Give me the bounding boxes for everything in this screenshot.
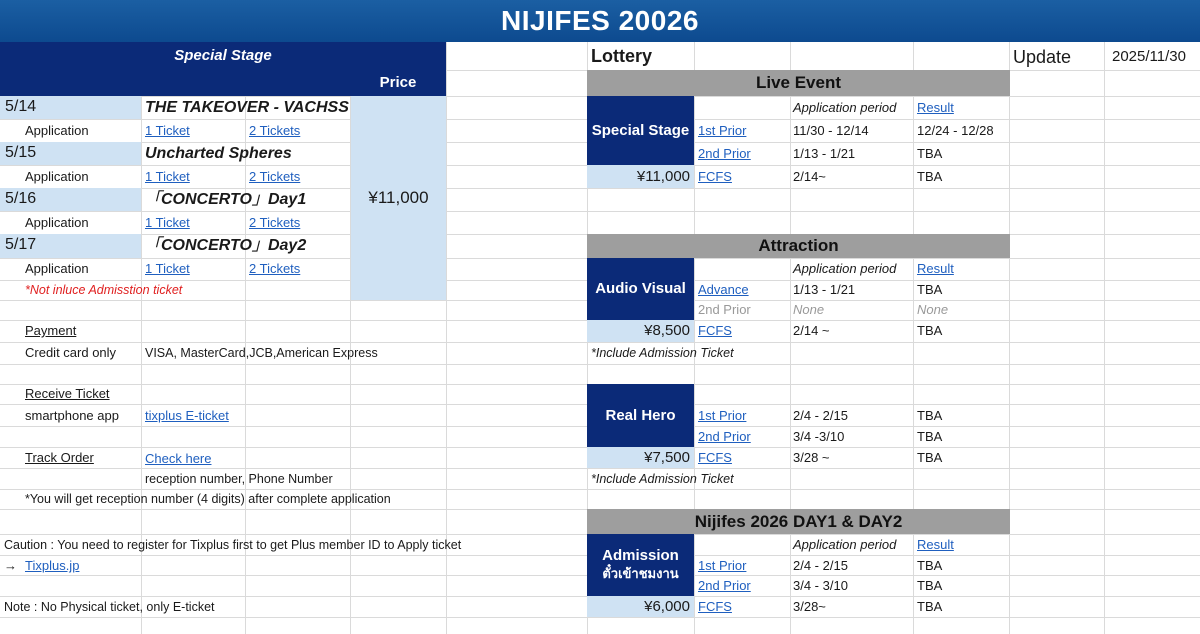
- tixplus-eticket-link[interactable]: tixplus E-ticket: [145, 408, 229, 423]
- fcfs-link[interactable]: FCFS: [698, 450, 732, 465]
- check-here-link[interactable]: Check here: [145, 451, 212, 466]
- period-value: 3/28~: [793, 599, 826, 614]
- result-value: TBA: [917, 323, 943, 338]
- track-order-label: Track Order: [25, 450, 94, 465]
- header-spacer: [0, 70, 350, 96]
- event-name: Uncharted Spheres: [145, 145, 292, 162]
- first-prior-link[interactable]: 1st Prior: [698, 558, 747, 573]
- event-name: 「CONCERTO」Day2: [145, 237, 307, 254]
- special-stage-price: ¥11,000: [587, 165, 694, 188]
- period-value: 3/4 -3/10: [793, 429, 845, 444]
- period-value: None: [793, 302, 825, 317]
- period-value: 3/4 - 3/10: [793, 578, 848, 593]
- tixplus-link[interactable]: Tixplus.jp: [25, 558, 80, 573]
- result-value: TBA: [917, 146, 943, 161]
- stage-price: ¥11,000: [351, 96, 446, 300]
- two-tickets-link[interactable]: 2 Tickets: [249, 215, 301, 230]
- lottery-label: Lottery: [591, 46, 653, 66]
- period-value: 11/30 - 12/14: [793, 123, 869, 138]
- admission-price: ¥6,000: [587, 596, 694, 617]
- result-value: TBA: [917, 450, 943, 465]
- second-prior-link[interactable]: 2nd Prior: [698, 146, 751, 161]
- include-admission-note: *Include Admission Ticket: [591, 346, 734, 360]
- admission-box-thai-label: ตั๋วเข้าชมงาน: [602, 566, 679, 581]
- update-date: 2025/11/30: [1112, 48, 1186, 65]
- period-value: 1/13 - 1/21: [793, 282, 856, 297]
- two-tickets-link[interactable]: 2 Tickets: [249, 169, 301, 184]
- result-value: None: [917, 302, 949, 317]
- update-label: Update: [1013, 47, 1072, 67]
- result-col-link[interactable]: Result: [917, 537, 954, 552]
- one-ticket-link[interactable]: 1 Ticket: [145, 123, 190, 138]
- result-value: TBA: [917, 578, 943, 593]
- period-col-header: Application period: [793, 537, 897, 552]
- second-prior-link[interactable]: 2nd Prior: [698, 429, 751, 444]
- payment-label: Payment: [25, 323, 77, 338]
- result-value: TBA: [917, 408, 943, 423]
- reception-note: *You will get reception number (4 digits) after complete application: [25, 492, 391, 506]
- audio-visual-box-label: Audio Visual: [595, 280, 686, 297]
- real-hero-box: [587, 384, 694, 447]
- fcfs-link[interactable]: FCFS: [698, 599, 732, 614]
- result-value: 12/24 - 12/28: [917, 123, 994, 138]
- include-admission-note: *Include Admission Ticket: [591, 472, 734, 486]
- one-ticket-link[interactable]: 1 Ticket: [145, 215, 190, 230]
- second-prior-disabled: 2nd Prior: [698, 302, 751, 317]
- result-value: TBA: [917, 599, 943, 614]
- date-label: 5/16: [5, 190, 37, 207]
- special-stage-box: [587, 96, 694, 165]
- result-value: TBA: [917, 282, 943, 297]
- arrow-icon: →: [4, 558, 17, 573]
- first-prior-link[interactable]: 1st Prior: [698, 123, 747, 138]
- application-label: Application: [25, 123, 89, 138]
- date-label: 5/17: [5, 236, 37, 253]
- period-value: 2/4 - 2/15: [793, 408, 848, 423]
- application-label: Application: [25, 215, 89, 230]
- fcfs-link[interactable]: FCFS: [698, 323, 732, 338]
- event-name: THE TAKEOVER - VACHSS: [145, 99, 349, 116]
- date-label: 5/15: [5, 144, 37, 161]
- second-prior-link[interactable]: 2nd Prior: [698, 578, 751, 593]
- physical-ticket-note: Note : No Physical ticket, only E-ticket: [4, 600, 215, 614]
- result-value: TBA: [917, 169, 943, 184]
- period-col-header: Application period: [793, 100, 897, 115]
- result-value: TBA: [917, 429, 943, 444]
- not-include-note: *Not inluce Admisstion ticket: [25, 283, 183, 297]
- live-event-header: Live Event: [587, 70, 1010, 96]
- period-value: 2/14 ~: [793, 323, 830, 338]
- period-value: 2/14~: [793, 169, 826, 184]
- fcfs-link[interactable]: FCFS: [698, 169, 732, 184]
- application-label: Application: [25, 261, 89, 276]
- receive-method: smartphone app: [25, 408, 119, 423]
- two-tickets-link[interactable]: 2 Tickets: [249, 261, 301, 276]
- track-info: reception number, Phone Number: [145, 472, 333, 486]
- first-prior-link[interactable]: 1st Prior: [698, 408, 747, 423]
- page-title: NIJIFES 20026: [0, 0, 1200, 42]
- real-hero-price: ¥7,500: [587, 447, 694, 468]
- period-value: 3/28 ~: [793, 450, 830, 465]
- application-label: Application: [25, 169, 89, 184]
- special-stage-box-label: Special Stage: [591, 121, 690, 139]
- admission-box: [587, 534, 694, 596]
- result-col-link[interactable]: Result: [917, 261, 954, 276]
- receive-ticket-label: Receive Ticket: [25, 386, 110, 401]
- result-col-link[interactable]: Result: [917, 100, 954, 115]
- admission-box-label: Admission: [602, 547, 679, 564]
- audio-visual-price: ¥8,500: [587, 320, 694, 342]
- date-label: 5/14: [5, 98, 37, 115]
- payment-cards: VISA, MasterCard,JCB,American Express: [145, 346, 378, 360]
- price-header: Price: [350, 70, 446, 96]
- period-col-header: Application period: [793, 261, 897, 276]
- nijifes-header: Nijifes 2026 DAY1 & DAY2: [587, 509, 1010, 534]
- event-name: 「CONCERTO」Day1: [145, 191, 307, 208]
- advance-link[interactable]: Advance: [698, 282, 749, 297]
- payment-method: Credit card only: [25, 345, 117, 360]
- period-value: 2/4 - 2/15: [793, 558, 848, 573]
- caution-note: Caution : You need to register for Tixplus first to get Plus member ID to Apply ticket: [4, 538, 462, 552]
- period-value: 1/13 - 1/21: [793, 146, 856, 161]
- two-tickets-link[interactable]: 2 Tickets: [249, 123, 301, 138]
- audio-visual-box: [587, 258, 694, 320]
- special-stage-header: Special Stage: [0, 42, 446, 70]
- result-value: TBA: [917, 558, 943, 573]
- real-hero-box-label: Real Hero: [605, 406, 676, 424]
- one-ticket-link[interactable]: 1 Ticket: [145, 169, 190, 184]
- attraction-header: Attraction: [587, 234, 1010, 258]
- one-ticket-link[interactable]: 1 Ticket: [145, 261, 190, 276]
